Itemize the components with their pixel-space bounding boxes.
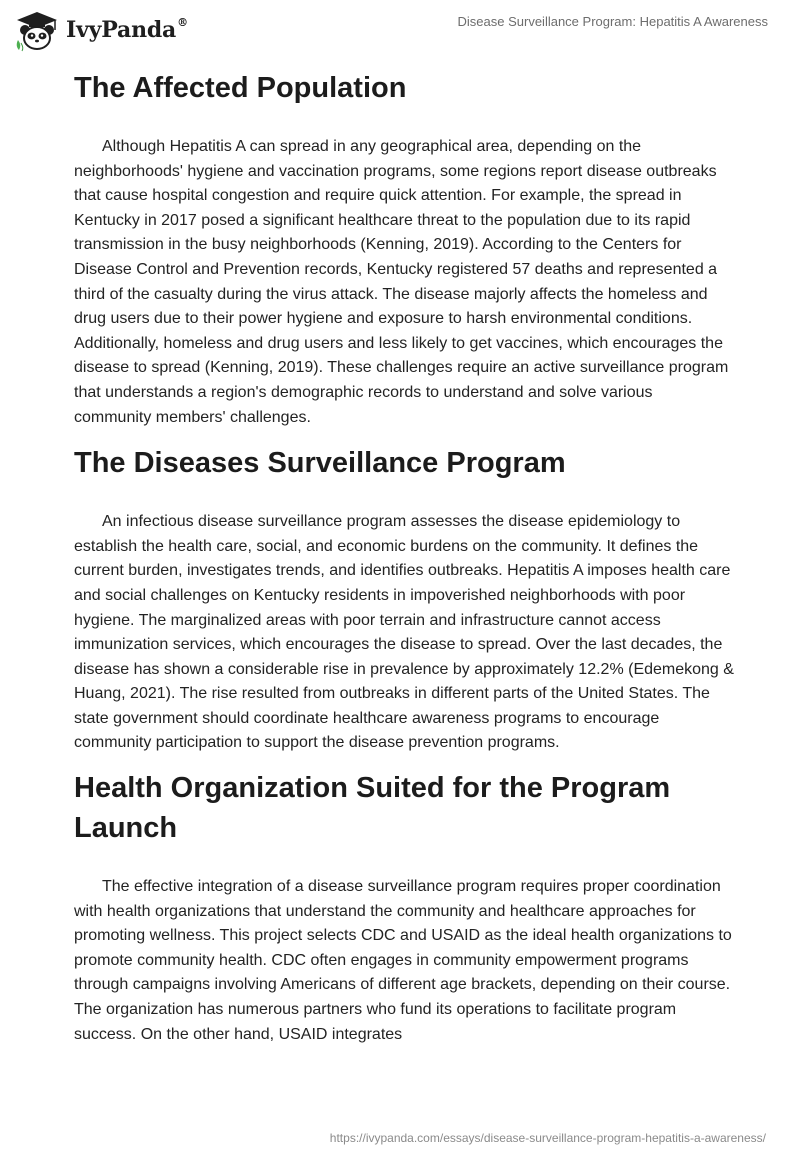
document-title: Disease Surveillance Program: Hepatitis A Awareness <box>457 14 768 29</box>
section-heading: Health Organization Suited for the Program Launch <box>74 772 671 845</box>
section-paragraph: An infectious disease surveillance program assesses the disease epidemiology to establish the health care, social, and economic burdens on the community. It defines the current burden, investigates trends, and identifies outbreaks. Hepatitis A imposes health care and social challenges on Kentucky residents in impoverished neighborhoods with poor hygiene. The marginalized areas with poor terrain and infrastructure cannot access immunization services, which encourages the disease to spread. Over the last decades, the disease has shown a considerable rise in prevalence by approximately 12.2% (Edemekong & Huang, 2021). The rise resulted from outbreaks in different parts of the United States. The state government should coordinate healthcare awareness programs to encourage community participation to support the disease prevention programs. <box>74 513 734 752</box>
essay-content <box>74 68 734 1047</box>
page-header <box>0 0 800 60</box>
panda-graduation-icon <box>14 10 60 52</box>
section-heading: The Affected Population <box>74 72 407 104</box>
section-paragraph: Although Hepatitis A can spread in any geographical area, depending on the neighborhoods' hygiene and vaccination programs, some regions report disease outbreaks that cause hospital congestion and require quick attention. For example, the spread in Kentucky in 2017 posed a significant healthcare threat to the population due to its rapid transmission in the busy neighborhoods (Kenning, 2019). According to the Centers for Disease Control and Prevention records, Kentucky registered 57 deaths and represented a third of the casualty during the virus attack. The disease majorly affects the homeless and drug users due to their power hygiene and exposure to harsh environmental conditions. Additionally, homeless and drug users and less likely to get vaccines, which encourages the disease to spread (Kenning, 2019). These challenges require an active surveillance program that understands a region's demographic records to understand and solve various community members' challenges. <box>74 138 729 426</box>
section-affected-population <box>74 68 734 430</box>
brand-name: IvyPanda® <box>66 15 188 43</box>
section-heading: The Diseases Surveillance Program <box>74 447 566 480</box>
section-surveillance-program <box>74 443 734 756</box>
section-paragraph: The effective integration of a disease surveillance program requires proper coordination with health organizations that understand the community and healthcare approaches for promoting wellness. This project selects CDC and USAID as the ideal health organizations to promote community health. CDC often engages in community empowerment programs through campaigns involving Americans of different age brackets, depending on their course. The organization has numerous partners who fund its operations to facilitate program success. On the other hand, USAID integrates <box>74 878 732 1043</box>
footer-url-link[interactable]: https://ivypanda.com/essays/disease-surveillance-program-hepatitis-a-awareness/ <box>329 1131 766 1145</box>
section-health-organization <box>74 768 734 1047</box>
ivypanda-logo[interactable] <box>14 10 188 52</box>
